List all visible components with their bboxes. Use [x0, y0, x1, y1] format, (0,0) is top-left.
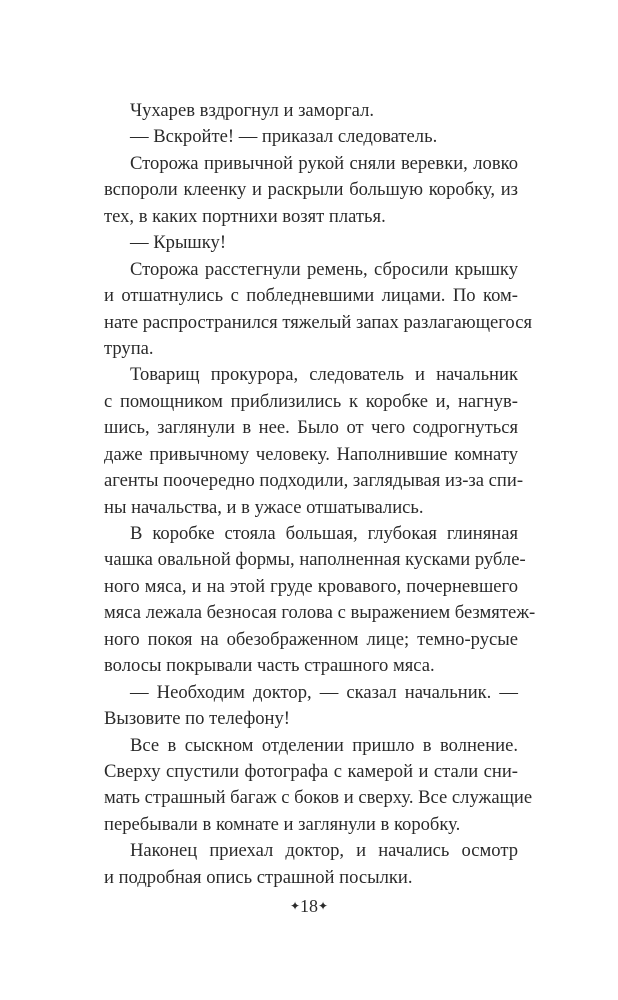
text-line: шись, заглянули в нее. Было от чего содрогнуться [104, 417, 518, 439]
text-line: ны начальства, и в ужасе отшатывались. [104, 496, 424, 518]
page-number-footer [0, 896, 618, 917]
ornament-right-icon: ✦ [318, 899, 329, 913]
text-line: Сторожа расстегнули ремень, сбросили крышку [130, 258, 518, 280]
text-line: Сторожа привычной рукой сняли веревки, ловко [130, 152, 518, 174]
text-line: ного покоя на обезображенном лице; темно-русые [104, 628, 518, 650]
text-line: мать страшный багаж с боков и сверху. Все служащие [104, 787, 533, 809]
text-line: Все в сыскном отделении пришло в волнение. [130, 734, 518, 756]
text-line: тех, в каких портнихи возят платья. [104, 205, 386, 227]
paragraph [104, 362, 524, 521]
paragraph [104, 124, 518, 150]
text-line: ного мяса, и на этой груде кровавого, почерневшего [104, 575, 518, 597]
text-line: и подробная опись страшной посылки. [104, 866, 413, 888]
text-line: Товарищ прокурора, следователь и начальник [130, 364, 518, 386]
text-line: чашка овальной формы, наполненная кусками рубле- [104, 549, 526, 571]
text-line: нате распространился тяжелый запах разлагающегося [104, 311, 533, 333]
text-line: агенты поочередно подходили, заглядывая из-за спи- [104, 470, 524, 492]
paragraph [104, 98, 518, 124]
text-line: мяса лежала безносая голова с выражением безмятеж- [104, 602, 536, 624]
text-line: волосы покрывали часть страшного мяса. [104, 655, 435, 677]
text-line: вспороли клеенку и раскрыли большую коробку, из [104, 179, 518, 201]
text-line: — Вскройте! — приказал следователь. [130, 126, 438, 148]
text-line: и отшатнулись с побледневшими лицами. По ком- [104, 285, 518, 307]
text-line: Вызовите по телефону! [104, 708, 291, 730]
text-line: — Крышку! [130, 232, 227, 254]
text-line: даже привычному человеку. Наполнившие комнату [104, 443, 518, 465]
paragraph [104, 521, 536, 680]
text-line: с помощником приблизились к коробке и, нагнув- [104, 390, 518, 412]
text-line: Чухарев вздрогнул и заморгал. [130, 100, 375, 121]
book-page-text [104, 98, 536, 891]
paragraph [104, 230, 518, 256]
text-line: В коробке стояла большая, глубокая глиняная [130, 523, 518, 544]
paragraph [104, 838, 518, 891]
paragraph [104, 680, 518, 733]
text-line: перебывали в комнате и заглянули в коробку. [104, 813, 461, 835]
paragraph [104, 257, 533, 363]
ornament-left-icon: ✦ [289, 899, 300, 913]
text-line: — Необходим доктор, — сказал начальник. — [130, 681, 518, 703]
paragraph [104, 733, 533, 839]
page-number: 18 [300, 896, 318, 916]
text-line: Наконец приехал доктор, и начались осмотр [130, 840, 518, 862]
text-line: Сверху спустили фотографа с камерой и стали сни- [104, 760, 518, 782]
paragraph [104, 151, 518, 230]
text-line: трупа. [104, 337, 154, 359]
